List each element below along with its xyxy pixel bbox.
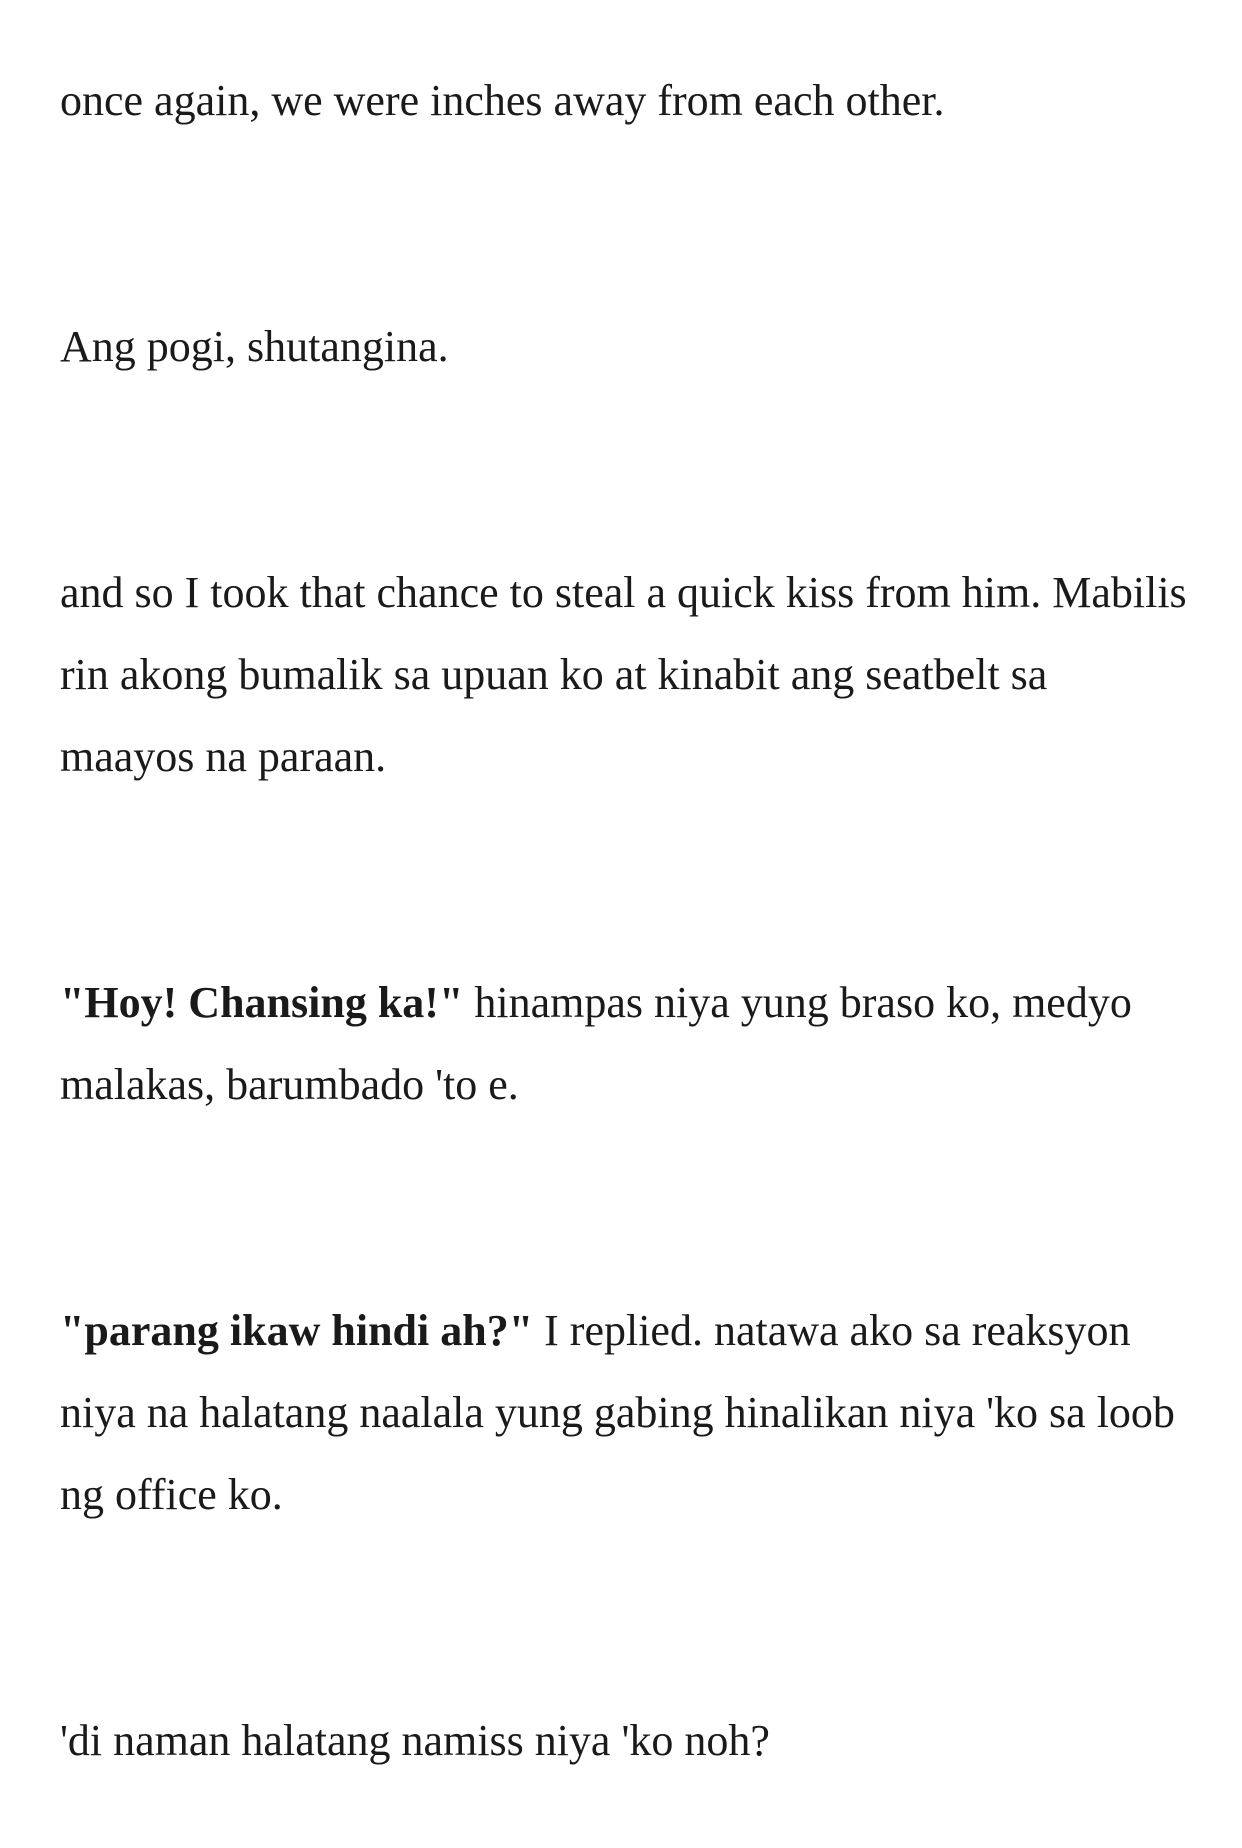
dialogue-quote: "parang ikaw hindi ah?" <box>60 1306 534 1355</box>
dialogue-quote: "Hoy! Chansing ka!" <box>60 978 464 1027</box>
paragraph-text: I replied. natawa ako sa reaksyon niya na halatang naalala yung gabing hinalikan niya 'ko sa loob ng office ko. <box>60 1306 1175 1519</box>
paragraph-text: hinampas niya yung braso ko, medyo malakas, barumbado 'to e. <box>60 978 1132 1109</box>
paragraph-text: Ang pogi, shutangina. <box>60 322 449 371</box>
dialogue-paragraph <box>60 962 1190 1126</box>
story-paragraph <box>60 552 1190 798</box>
paragraph-text: and so I took that chance to steal a quick kiss from him. Mabilis rin akong bumalik sa upuan ko at kinabit ang seatbelt sa maayos na paraan. <box>60 568 1187 781</box>
dialogue-paragraph <box>60 1290 1190 1536</box>
paragraph-text: 'di naman halatang namiss niya 'ko noh? <box>60 1716 770 1765</box>
story-paragraph <box>60 60 1190 142</box>
story-paragraph <box>60 306 1190 388</box>
paragraph-text: once again, we were inches away from each other. <box>60 76 945 125</box>
story-paragraph <box>60 1700 1190 1782</box>
